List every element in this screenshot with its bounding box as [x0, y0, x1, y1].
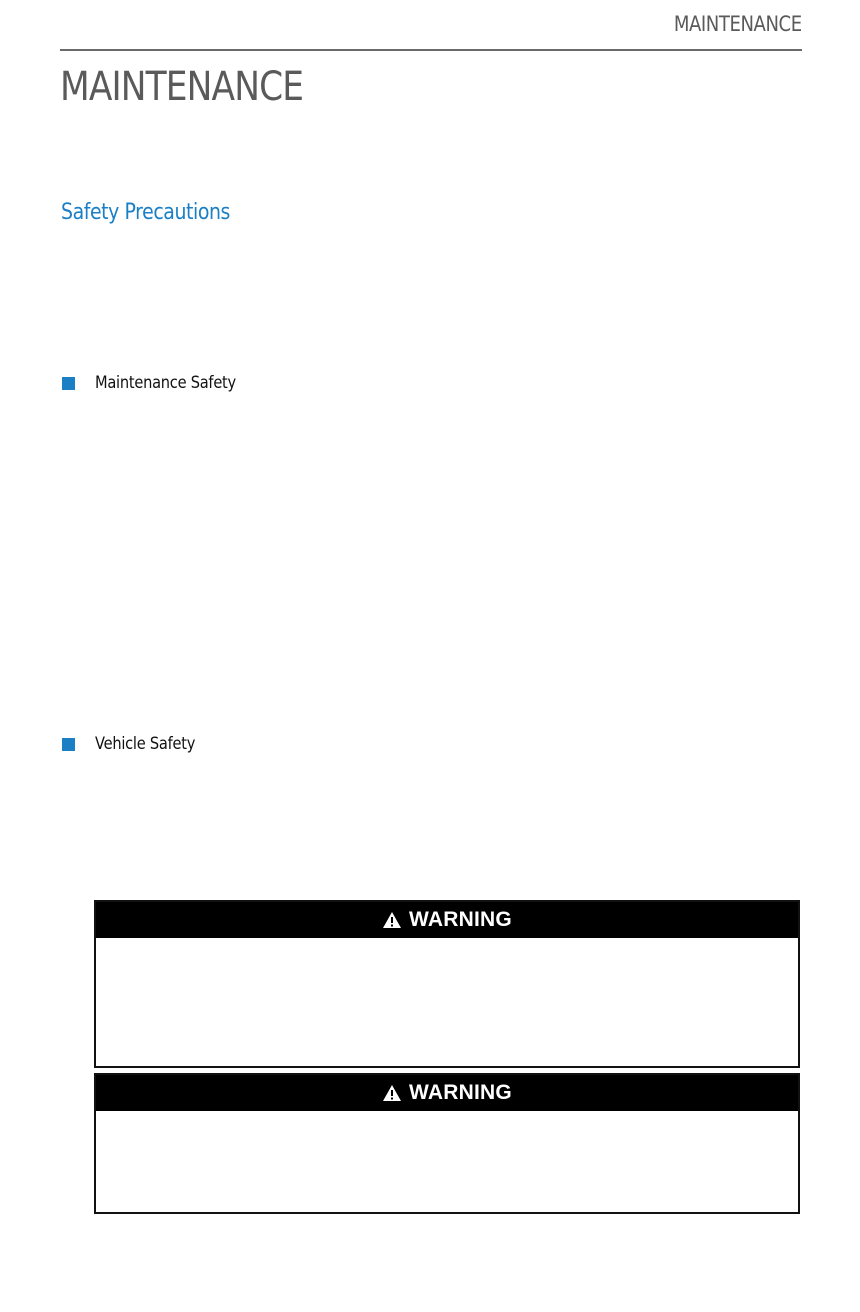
section-title: Safety Precautions [61, 200, 230, 225]
warning-header-bar [96, 1075, 798, 1111]
blue-square-bullet-icon [62, 377, 75, 390]
alert-triangle-icon [382, 1084, 402, 1102]
subsection-label: Vehicle Safety [95, 734, 196, 754]
running-header: MAINTENANCE [674, 12, 802, 36]
alert-triangle-icon [382, 911, 402, 929]
warning-box [94, 900, 800, 1068]
subsection-vehicle-safety [62, 734, 211, 754]
subsection-maintenance-safety [62, 373, 259, 393]
warning-label: WARNING [409, 908, 512, 931]
warning-label: WARNING [409, 1081, 512, 1104]
blue-square-bullet-icon [62, 738, 75, 751]
warning-box [94, 1073, 800, 1214]
warning-header-bar [96, 902, 798, 938]
subsection-label: Maintenance Safety [95, 373, 236, 393]
chapter-title: MAINTENANCE [60, 64, 304, 110]
header-divider [60, 49, 802, 51]
